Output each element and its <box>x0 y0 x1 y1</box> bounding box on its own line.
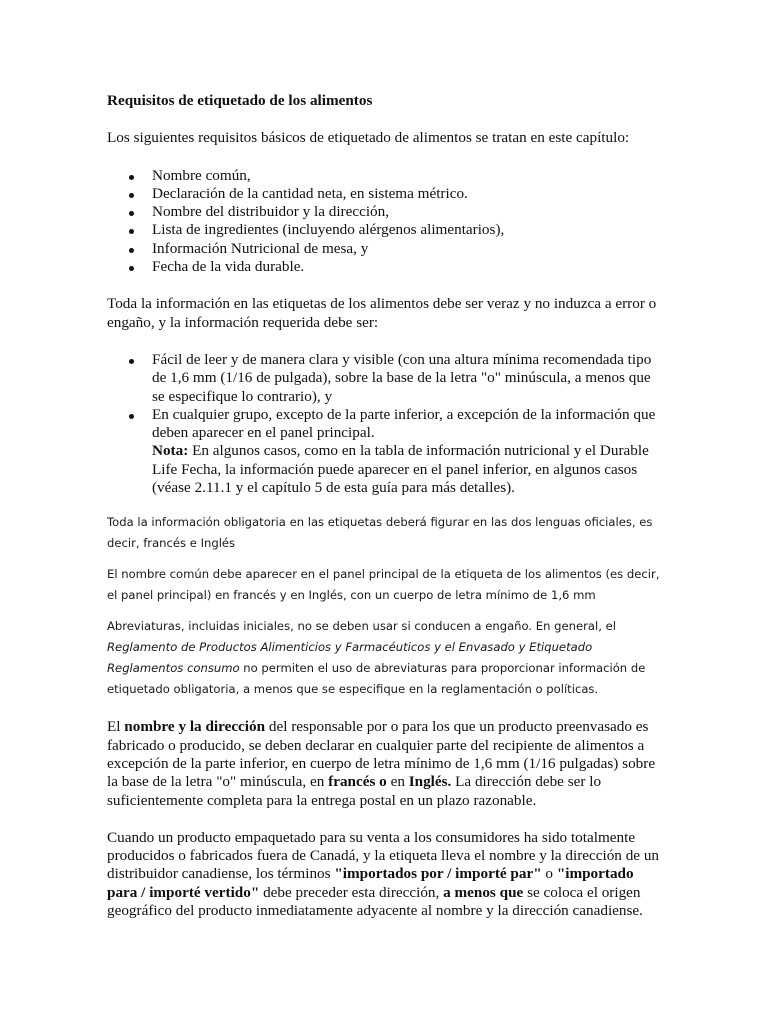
address-bold: francés o <box>328 773 387 791</box>
regulation-names: Reglamento de Productos Alimenticios y Farmacéuticos y el Envasado y Etiquetado Reglamentos consumo <box>107 640 593 676</box>
imported-bold: "importados por / importé par" <box>334 865 542 883</box>
list-item: Declaración de la cantidad neta, en sistema métrico. <box>107 185 667 203</box>
basic-requirements-list <box>107 167 667 277</box>
list-item-text: En cualquier grupo, excepto de la parte inferior, a excepción de la información que deben aparecer en el panel principal. <box>152 405 656 442</box>
address-text: El <box>107 718 125 736</box>
list-item <box>107 406 667 497</box>
abbrev-text: no permiten el uso de abreviaturas para proporcionar información de etiquetado obligatoria, a menos que se especifique en la reglamentación o políticas. <box>107 661 646 697</box>
truthful-paragraph: Toda la información en las etiquetas de los alimentos debe ser veraz y no induzca a error o engaño, y la información requerida debe ser: <box>107 295 657 331</box>
address-text: La dirección debe ser lo suficientemente completa para la entrega postal en un plazo razonable. <box>107 773 602 809</box>
imported-text: Cuando un producto empaquetado para su venta a los consumidores ha sido totalmente producidos o fabricados fuera de Canadá, y la etiqueta lleva el nombre y la dirección de un distribuidor canadiense, los términos <box>107 828 660 883</box>
address-text: en <box>386 773 409 791</box>
note-label: Nota: <box>152 442 189 460</box>
address-text: del responsable por o para los que un producto preenvasado es fabricado o producido, se deben declarar en cualquier parte del recipiente de alimentos a excepción de la parte inferior, en cuerpo de letra mínimo de 1,6 mm (1/16 pulgadas) sobre la base de la letra "o" minúscula, en <box>107 718 656 791</box>
list-item: Nombre común, <box>107 167 667 185</box>
imported-text: o <box>541 865 557 883</box>
imported-paragraph <box>107 829 667 920</box>
list-item: Lista de ingredientes (incluyendo alérgenos alimentarios), <box>107 221 667 239</box>
address-bold: Inglés. <box>408 773 452 791</box>
intro-paragraph: Los siguientes requisitos básicos de etiquetado de alimentos se tratan en este capítulo: <box>107 129 630 147</box>
document-page <box>107 92 667 920</box>
note-text: En algunos casos, como en la tabla de información nutricional y el Durable Life Fecha, la información puede aparecer en el panel inferior, en algunos casos (véase 2.11.1 y el capítulo 5 de esta guía para más detalles). <box>152 442 649 497</box>
common-name-paragraph: El nombre común debe aparecer en el panel principal de la etiqueta de los alimentos (es decir, el panel principal) en francés y en Inglés, con un cuerpo de letra mínimo de 1,6 mm <box>107 567 660 603</box>
abbreviations-paragraph <box>107 616 667 700</box>
address-paragraph <box>107 718 667 809</box>
list-item: Fácil de leer y de manera clara y visible (con una altura mínima recomendada tipo de 1,6 mm (1/16 de pulgada), sobre la base de la letra "o" minúscula, a menos que se especifique lo contrario), y <box>107 351 667 406</box>
bilingual-paragraph: Toda la información obligatoria en las etiquetas deberá figurar en las dos lenguas oficiales, es decir, francés e Inglés <box>107 515 653 551</box>
info-requirements-list <box>107 351 667 497</box>
list-item: Información Nutricional de mesa, y <box>107 240 667 258</box>
imported-text: debe preceder esta dirección, <box>259 883 444 901</box>
address-bold: nombre y la dirección <box>124 718 266 736</box>
imported-bold: a menos que <box>443 883 524 901</box>
list-item: Nombre del distribuidor y la dirección, <box>107 203 667 221</box>
imported-text: se coloca el origen geográfico del producto inmediatamente adyacente al nombre y la dirección canadiense. <box>107 883 643 920</box>
imported-bold: "importado para / importé vertido" <box>107 865 634 901</box>
abbrev-text: Abreviaturas, incluidas iniciales, no se deben usar si conducen a engaño. En general, el <box>107 619 616 634</box>
list-item: Fecha de la vida durable. <box>107 258 667 276</box>
section-heading: Requisitos de etiquetado de los alimentos <box>107 92 373 109</box>
